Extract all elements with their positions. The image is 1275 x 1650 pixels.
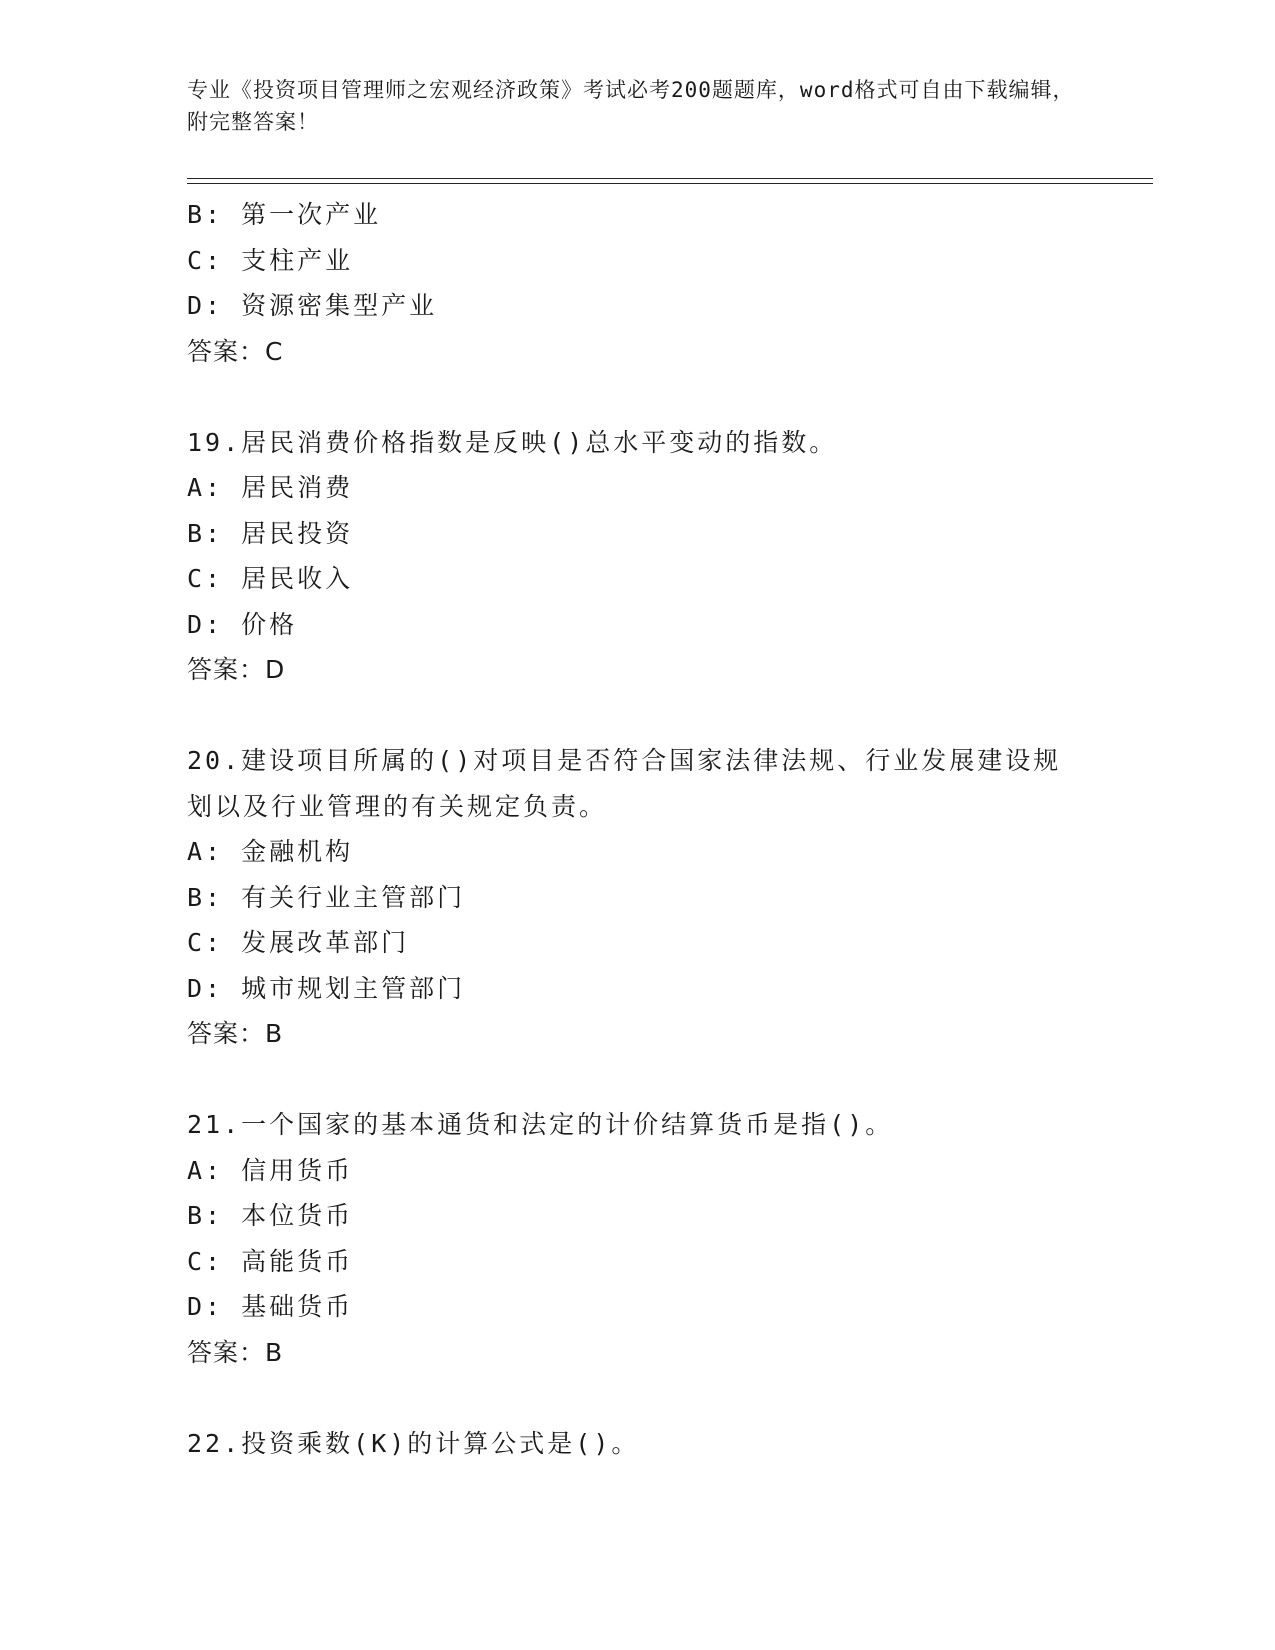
option-c: C: 发展改革部门 (187, 928, 410, 957)
question-stem: 22.投资乘数(K)的计算公式是()。 (187, 1428, 640, 1458)
spacer (187, 1375, 1087, 1421)
option-b: B: 有关行业主管部门 (187, 882, 466, 912)
answer: 答案：D (187, 655, 286, 684)
question-stem: 19.居民消费价格指数是反映()总水平变动的指数。 (187, 427, 838, 457)
question-21 (187, 1102, 1087, 1375)
option-d: D: 资源密集型产业 (187, 291, 438, 320)
option-a: A: 居民消费 (187, 473, 354, 502)
document-header: 专业《投资项目管理师之宏观经济政策》考试必考200题题库，word格式可自由下载编辑，附完整答案！ (187, 78, 1075, 134)
spacer (187, 374, 1087, 420)
option-b: B: 第一次产业 (187, 200, 382, 229)
question-19 (187, 420, 1087, 693)
spacer (187, 1057, 1087, 1103)
question-20 (187, 738, 1087, 1057)
question-stem: 20.建设项目所属的()对项目是否符合国家法律法规、行业发展建设规划以及行业管理的有关规定负责。 (187, 746, 1062, 821)
option-c: C: 高能货币 (187, 1246, 354, 1276)
question-18-continued (187, 192, 1087, 374)
answer: 答案：B (187, 1337, 284, 1367)
option-a: A: 金融机构 (187, 837, 354, 866)
option-c: C: 居民收入 (187, 564, 354, 593)
spacer (187, 693, 1087, 739)
option-d: D: 城市规划主管部门 (187, 973, 466, 1003)
question-stem: 21.一个国家的基本通货和法定的计价结算货币是指()。 (187, 1110, 894, 1139)
option-b: B: 本位货币 (187, 1201, 354, 1230)
answer: 答案：C (187, 336, 284, 366)
question-list (187, 192, 1087, 1466)
option-b: B: 居民投资 (187, 518, 354, 548)
option-d: D: 基础货币 (187, 1292, 354, 1321)
option-c: C: 支柱产业 (187, 245, 354, 275)
option-a: A: 信用货币 (187, 1155, 354, 1185)
header-rule-bottom (187, 183, 1153, 184)
option-d: D: 价格 (187, 609, 298, 639)
answer: 答案：B (187, 1019, 284, 1048)
question-22 (187, 1421, 1087, 1467)
header-rule-top (187, 178, 1153, 179)
